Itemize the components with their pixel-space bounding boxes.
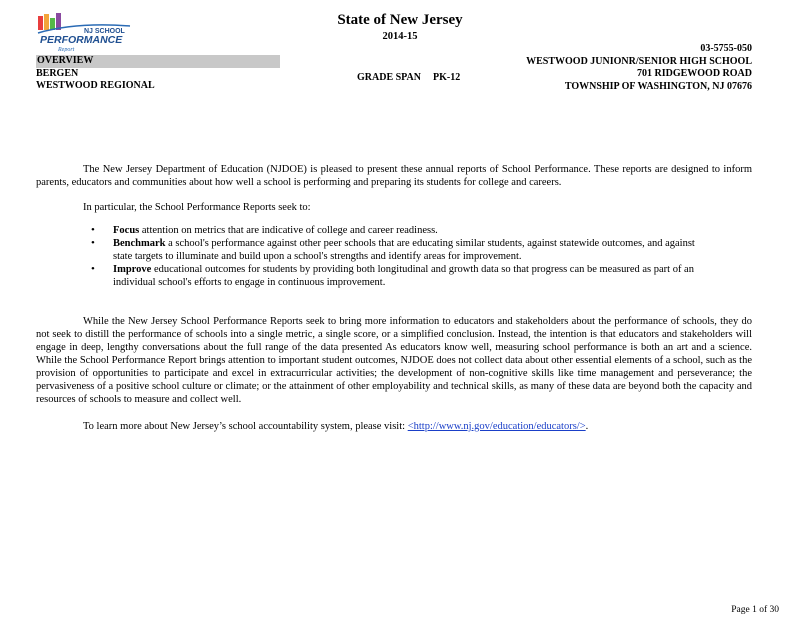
bullet-text: a school's performance against other peer schools that are educating similar students, against statewide outcomes, and against state targets to illuminate and build upon a school's strengths and identify areas for improvement. (113, 238, 695, 262)
school-address-line1: 701 RIDGEWOOD ROAD (636, 68, 752, 79)
list-item (113, 263, 752, 289)
page-title: State of New Jersey (337, 12, 463, 28)
school-info (526, 43, 752, 93)
page-number: Page 1 of 30 (731, 605, 779, 615)
bullet-keyword: Focus (113, 225, 140, 236)
logo-line3: Report (58, 47, 75, 52)
county-name: BERGEN (36, 67, 79, 79)
intro-paragraph: The New Jersey Department of Education (NJDOE) is pleased to present these annual reports of School Performance. These reports are designed to inform parents, educators and communities about how well a school is performing and preparing its students for college and careers. (36, 164, 752, 188)
lead-paragraph: In particular, the School Performance Reports seek to: (83, 202, 311, 213)
list-item (113, 237, 752, 263)
school-code: 03-5755-050 (700, 43, 752, 54)
grade-span-value: PK-12 (432, 72, 461, 83)
bullet-text: attention on metrics that are indicative of college and career readiness. (139, 225, 438, 236)
logo-line1: NJ SCHOOL (84, 28, 125, 35)
grade-span-label: GRADE SPAN (357, 72, 421, 83)
district-name: WESTWOOD REGIONAL (36, 80, 155, 91)
logo-line2: PERFORMANCE (40, 34, 123, 46)
accountability-link[interactable]: <http://www.nj.gov/education/educators/> (407, 421, 586, 432)
learn-more-paragraph (36, 420, 752, 433)
limitations-paragraph: While the New Jersey School Performance Reports seek to bring more information to educators and stakeholders about the performance of schools, they do not seek to distill the performance of schools into a single metric, a single score, or a simplified conclusion. Instead, the intention is that educators and stakeholders will engage in deep, lengthy conversations about the full range of the data presented As educators know well, measuring school performance is both an art and a science. While the School Performance Report brings attention to important student outcomes, NJDOE does not collect data about other essential elements of a school, such as the provision of opportunities to participate and excel in extracurricular activities; the development of non-cognitive skills like time management and perseverance; the pervasiveness of a positive school culture or climate; or the attainment of other employability and technical skills, as many of these data are beyond both the capacity and resources of schools to measure and collect well. (36, 316, 752, 405)
section-heading: OVERVIEW (36, 55, 280, 68)
bullet-text: educational outcomes for students by providing both longitudinal and growth data so that progress can be measured as part of an individual school's efforts to engage in continuous improvement. (113, 264, 694, 288)
learn-more-text: To learn more about New Jersey’s school accountability system, please visit: (83, 421, 408, 432)
bullet-keyword: Improve (113, 264, 152, 275)
district-info (36, 55, 280, 93)
report-body (36, 163, 752, 433)
goals-list (36, 224, 752, 289)
learn-more-end: . (585, 421, 589, 432)
report-year: 2014-15 (382, 31, 418, 42)
school-address-line2: TOWNSHIP OF WASHINGTON, NJ 07676 (564, 80, 752, 92)
list-item (113, 224, 752, 237)
bullet-keyword: Benchmark (113, 238, 166, 249)
grade-span (357, 72, 460, 83)
school-name: WESTWOOD JUNIONR/SENIOR HIGH SCHOOL (526, 55, 752, 67)
